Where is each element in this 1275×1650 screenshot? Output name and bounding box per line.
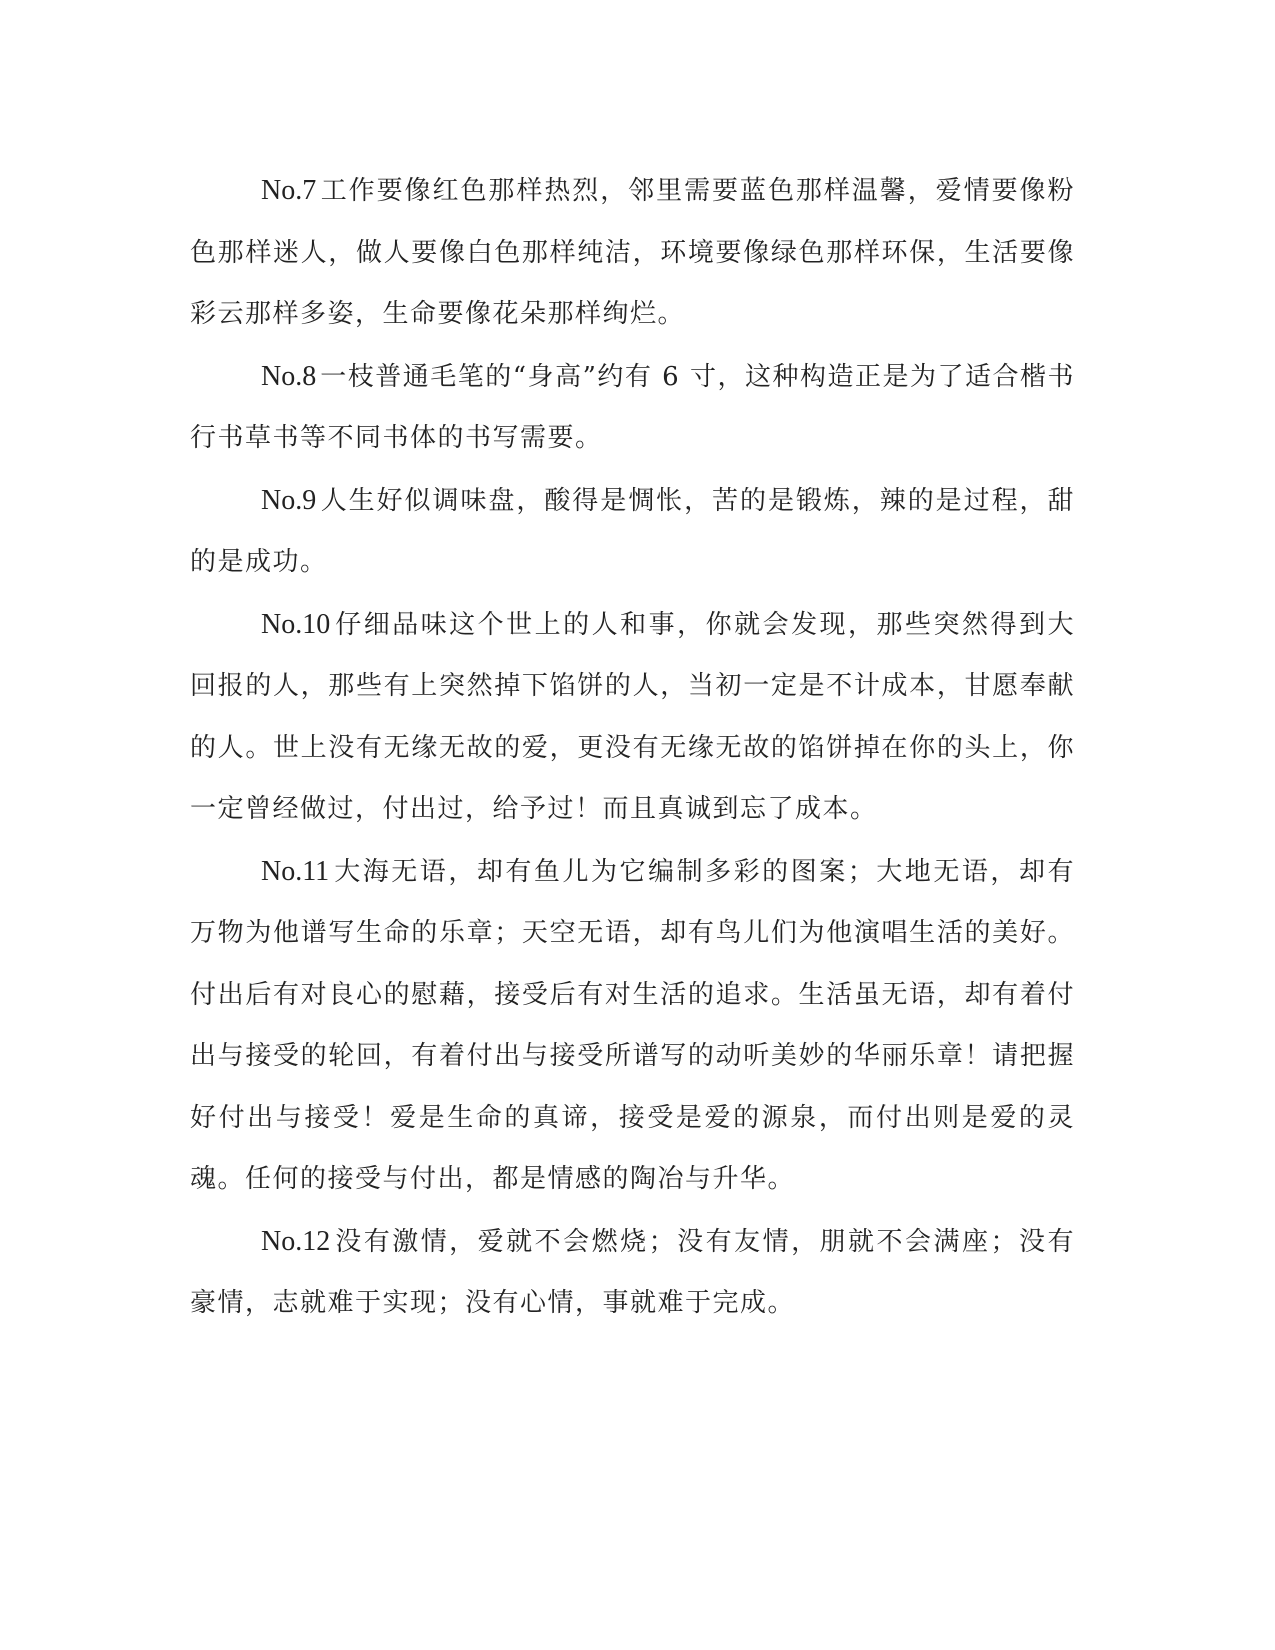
document-body [190,160,1075,1335]
paragraph-text: 没有激情，爱就不会燃烧；没有友情，朋就不会满座；没有豪情，志就难于实现；没有心情，事就难于完成。 [190,1226,1075,1318]
paragraph-text: 人生好似调味盘，酸得是惆怅，苦的是锻炼，辣的是过程，甜的是成功。 [190,485,1075,577]
paragraph-no8 [190,346,1075,470]
paragraph-no11 [190,841,1075,1211]
paragraph-label: No.8 [261,360,317,392]
paragraph-text: 大海无语，却有鱼儿为它编制多彩的图案；大地无语，却有万物为他谱写生命的乐章；天空无语，却有鸟儿们为他演唱生活的美好。付出后有对良心的慰藉，接受后有对生活的追求。生活虽无语，却有着付出与接受的轮回，有着付出与接受所谱写的动听美妙的华丽乐章！请把握好付出与接受！爱是生命的真谛，接受是爱的源泉，而付出则是爱的灵魂。任何的接受与付出，都是情感的陶冶与升华。 [190,856,1075,1194]
paragraph-label: No.7 [261,175,317,206]
paragraph-no7 [190,160,1075,346]
paragraph-no12 [190,1211,1075,1335]
paragraph-label: No.11 [261,855,330,887]
paragraph-text: 仔细品味这个世上的人和事，你就会发现，那些突然得到大回报的人，那些有上突然掉下馅饼的人，当初一定是不计成本，甘愿奉献的人。世上没有无缘无故的爱，更没有无缘无故的馅饼掉在你的头上，你一定曾经做过，付出过，给予过！而且真诚到忘了成本。 [190,609,1075,824]
paragraph-label: No.9 [261,484,317,516]
paragraph-text: 工作要像红色那样热烈，邻里需要蓝色那样温馨，爱情要像粉色那样迷人，做人要像白色那样纯洁，环境要像绿色那样环保，生活要像彩云那样多姿，生命要像花朵那样绚烂。 [190,176,1075,329]
paragraph-label: No.10 [261,608,331,640]
paragraph-no9 [190,470,1075,594]
paragraph-label: No.12 [261,1225,331,1257]
paragraph-no10 [190,594,1075,841]
paragraph-text: 一枝普通毛笔的“身高”约有 6 寸，这种构造正是为了适合楷书行书草书等不同书体的书写需要。 [190,361,1075,453]
